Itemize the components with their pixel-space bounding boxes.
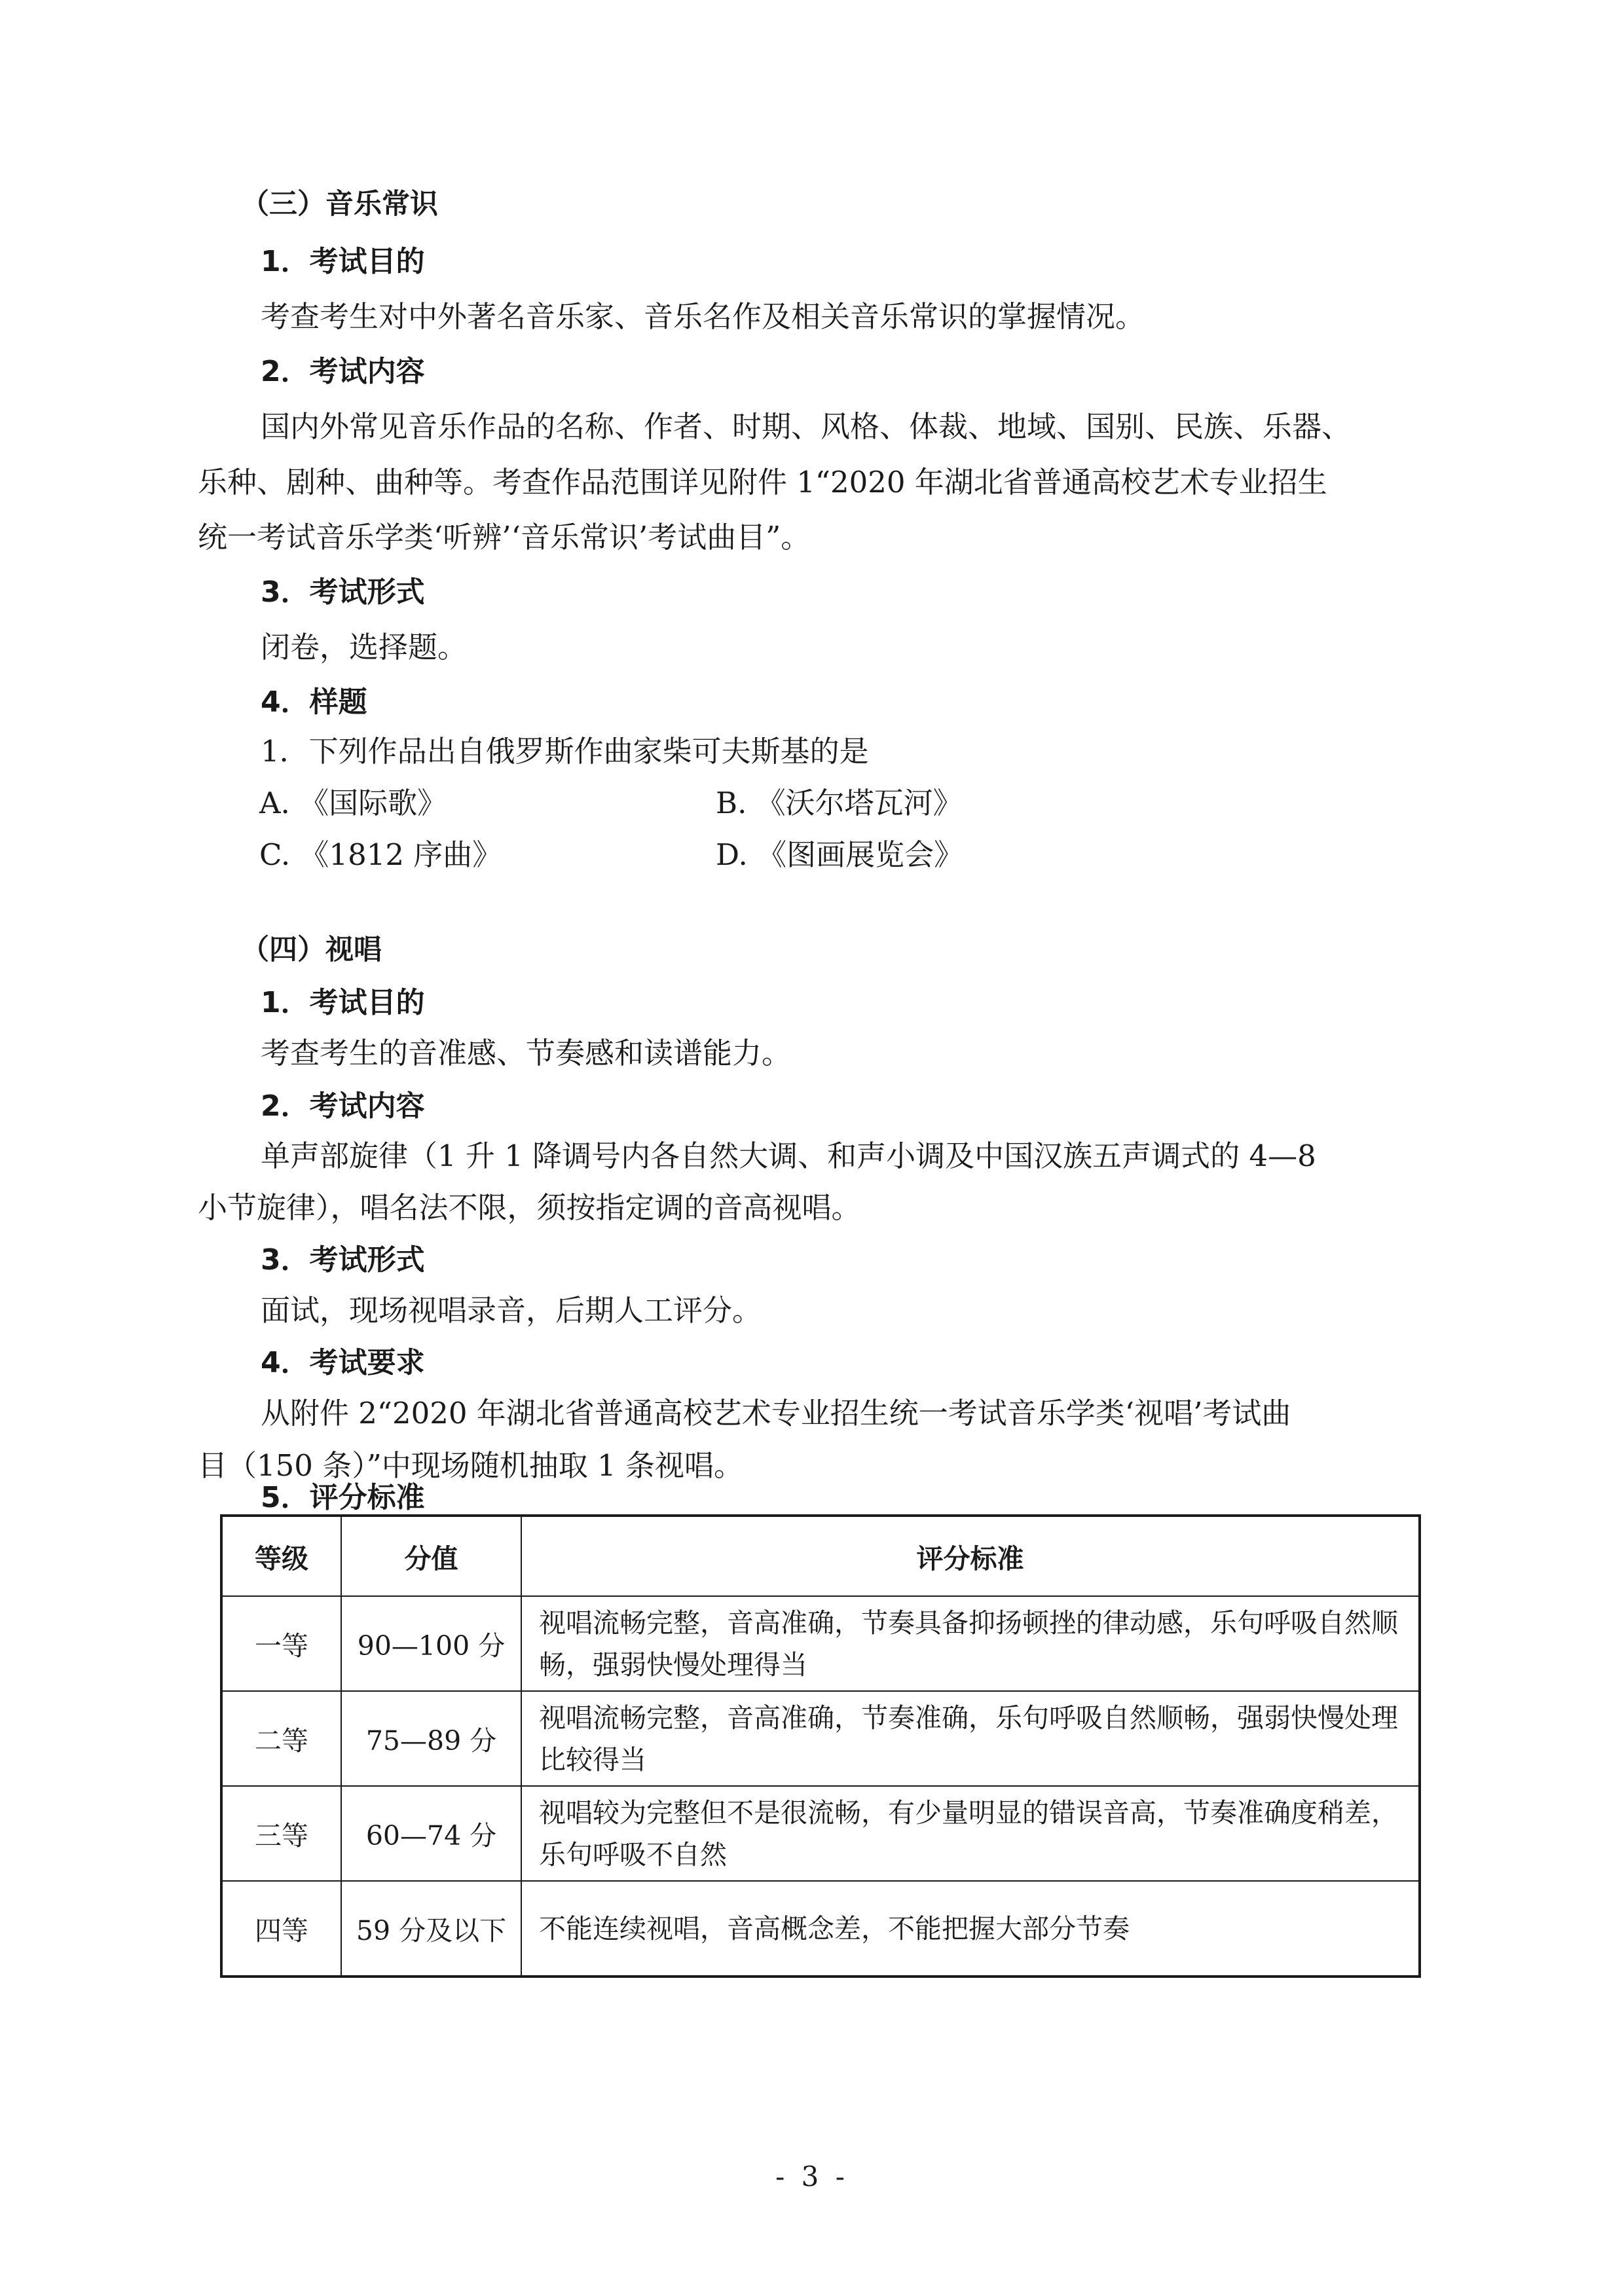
heading-exam-content: 2．考试内容 [261,355,425,388]
cell-grade: 一等 [221,1596,341,1691]
cell-score: 59 分及以下 [341,1881,521,1977]
section-title-sight-singing: （四）视唱 [241,934,382,966]
paragraph-exam-purpose: 考查考生对中外著名音乐家、音乐名作及相关音乐常识的掌握情况。 [261,299,1145,334]
heading-sample-question: 4．样题 [261,685,367,719]
table-row [221,1596,1420,1691]
section-title-music-knowledge: （三）音乐常识 [241,188,438,221]
paragraph-exam-form: 闭卷，选择题。 [261,630,468,665]
column-header-criteria: 评分标准 [521,1516,1420,1596]
column-header-grade: 等级 [221,1516,341,1596]
paragraph-exam-requirements-line-1: 从附件 2“2020 年湖北省普通高校艺术专业招生统一考试音乐学类‘视唱’考试曲 [261,1396,1291,1430]
cell-criteria: 视唱流畅完整，音高准确，节奏准确，乐句呼吸自然顺畅，强弱快慢处理比较得当 [521,1691,1420,1786]
table-header-row [221,1516,1420,1596]
cell-criteria: 视唱流畅完整，音高准确，节奏具备抑扬顿挫的律动感，乐句呼吸自然顺畅，强弱快慢处理得当 [521,1596,1420,1691]
heading-exam-requirements: 4．考试要求 [261,1346,425,1379]
option-b: B. 《沃尔塔瓦河》 [716,786,963,820]
heading-exam-form: 3．考试形式 [261,575,425,609]
paragraph-exam-form-2: 面试，现场视唱录音，后期人工评分。 [261,1293,762,1328]
heading-scoring-criteria: 5．评分标准 [261,1481,425,1514]
option-d: D. 《图画展览会》 [716,837,964,872]
heading-exam-form-2: 3．考试形式 [261,1243,425,1277]
scoring-table [220,1514,1421,1978]
heading-exam-purpose: 1．考试目的 [261,245,425,278]
cell-grade: 四等 [221,1881,341,1977]
table-row [221,1691,1420,1786]
column-header-score: 分值 [341,1516,521,1596]
cell-criteria: 不能连续视唱，音高概念差，不能把握大部分节奏 [521,1881,1420,1977]
cell-criteria: 视唱较为完整但不是很流畅，有少量明显的错误音高，节奏准确度稍差，乐句呼吸不自然 [521,1786,1420,1881]
table-row [221,1786,1420,1881]
paragraph-exam-content-2-line-2: 小节旋律），唱名法不限，须按指定调的音高视唱。 [198,1190,861,1225]
cell-score: 75—89 分 [341,1691,521,1786]
option-a: A. 《国际歌》 [259,786,447,820]
paragraph-exam-content-line-3: 统一考试音乐学类‘听辨’‘音乐常识’考试曲目”。 [198,520,811,555]
sample-question-text: 1．下列作品出自俄罗斯作曲家柴可夫斯基的是 [261,734,869,769]
paragraph-exam-content-2-line-1: 单声部旋律（1 升 1 降调号内各自然大调、和声小调及中国汉族五声调式的 4—8 [261,1139,1316,1173]
cell-grade: 三等 [221,1786,341,1881]
option-c: C. 《1812 序曲》 [259,837,502,872]
cell-score: 90—100 分 [341,1596,521,1691]
heading-exam-purpose-2: 1．考试目的 [261,986,425,1019]
paragraph-exam-content-line-2: 乐种、剧种、曲种等。考查作品范围详见附件 1“2020 年湖北省普通高校艺术专业招生 [198,465,1327,500]
heading-exam-content-2: 2．考试内容 [261,1089,425,1123]
page-number: - 3 - [775,2160,849,2193]
cell-grade: 二等 [221,1691,341,1786]
cell-score: 60—74 分 [341,1786,521,1881]
paragraph-exam-purpose-2: 考查考生的音准感、节奏感和读谱能力。 [261,1036,792,1070]
paragraph-exam-requirements-line-2: 目（150 条）”中现场随机抽取 1 条视唱。 [198,1448,743,1483]
table-row [221,1881,1420,1977]
paragraph-exam-content-line-1: 国内外常见音乐作品的名称、作者、时期、风格、体裁、地域、国别、民族、乐器、 [261,409,1352,444]
